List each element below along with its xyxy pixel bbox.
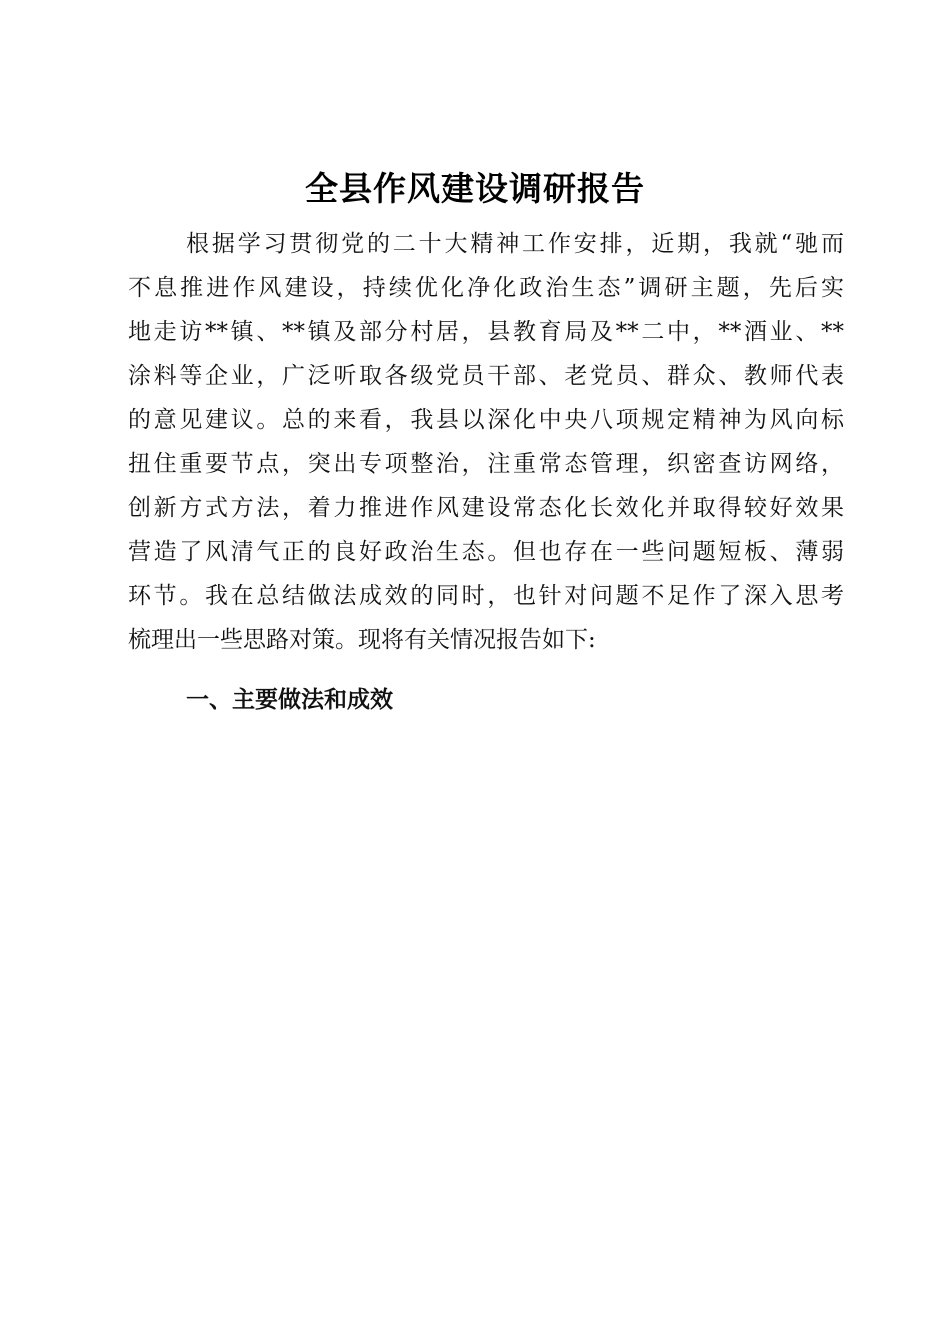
paragraph-line-1: 根据学习贯彻党的二十大精神工作安排，近期，我就“驰而: [186, 231, 844, 257]
paragraph-line-8: 营造了风清气正的良好政治生态。但也存在一些问题短板、薄弱: [128, 539, 844, 565]
paragraph-line-10: 梳理出一些思路对策。现将有关情况报告如下:: [128, 627, 596, 653]
paragraph-line-4: 涂料等企业，广泛听取各级党员干部、老党员、群众、教师代表: [128, 363, 844, 389]
paragraph-line-9: 环节。我在总结做法成效的同时，也针对问题不足作了深入思考: [128, 583, 844, 609]
paragraph-line-6: 扭住重要节点，突出专项整治，注重常态管理，织密查访网络，: [128, 451, 844, 477]
paragraph-line-5: 的意见建议。总的来看，我县以深化中央八项规定精神为风向标: [128, 407, 844, 433]
paragraph-line-7: 创新方式方法，着力推进作风建设常态化长效化并取得较好效果: [128, 495, 844, 521]
section-heading: 一、主要做法和成效: [186, 687, 393, 713]
document-title: 全县作风建设调研报告: [305, 169, 645, 208]
paragraph-line-3: 地走访**镇、**镇及部分村居，县教育局及**二中，**酒业、**: [128, 319, 844, 345]
paragraph-line-2: 不息推进作风建设，持续优化净化政治生态”调研主题，先后实: [128, 275, 844, 301]
